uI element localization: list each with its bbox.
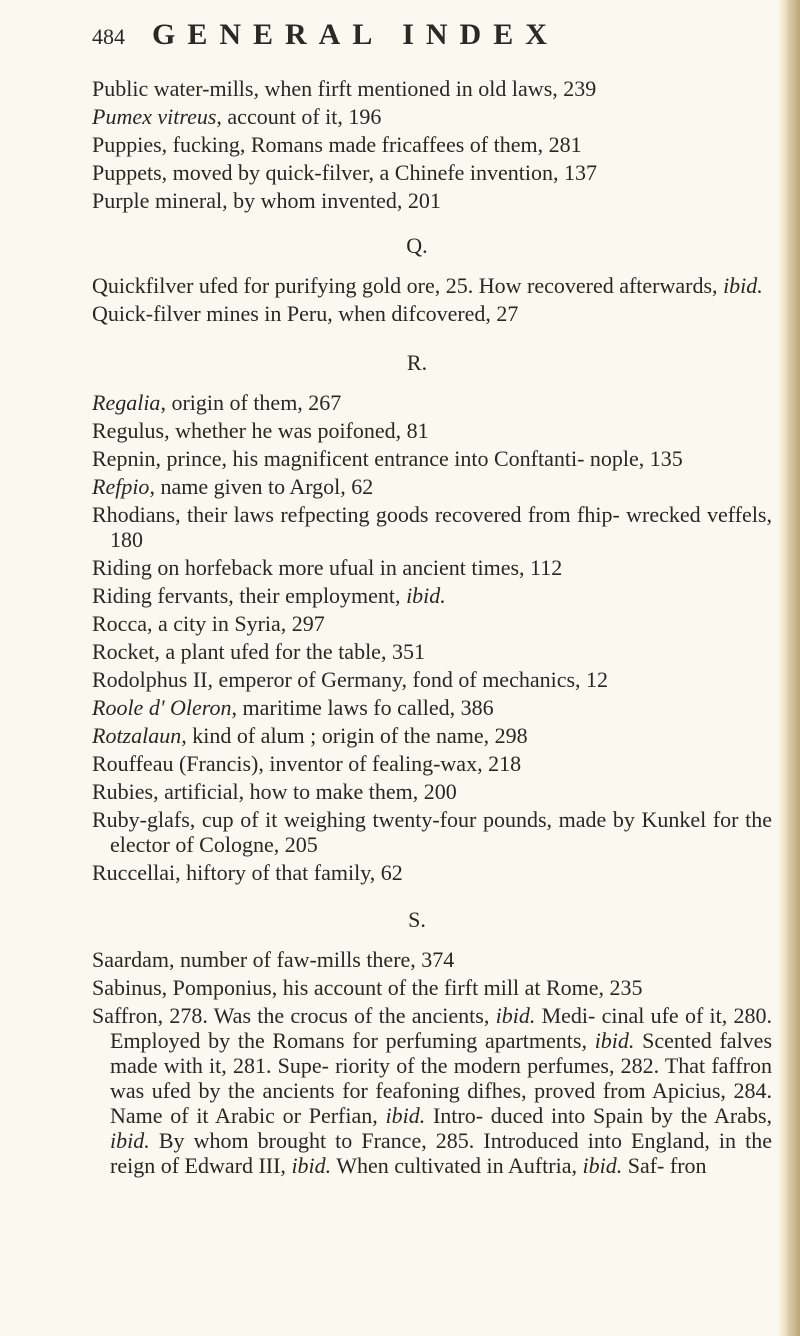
index-entry: Puppets, moved by quick-filver, a Chinefe invention, 137 xyxy=(92,160,598,185)
page-edge xyxy=(778,0,800,1336)
index-entry: Rotzalaun, kind of alum ; origin of the name, 298 xyxy=(92,723,528,748)
section-r xyxy=(92,390,772,885)
index-entry: Riding on horfeback more ufual in ancient times, 112 xyxy=(92,555,563,580)
page-number: 484 xyxy=(92,24,125,49)
index-entry: Repnin, prince, his magnificent entrance into Conftanti- nople, 135 xyxy=(92,446,683,471)
index-entry: Regalia, origin of them, 267 xyxy=(92,390,342,415)
index-entry: Rocket, a plant ufed for the table, 351 xyxy=(92,639,425,664)
index-entry: Regulus, whether he was poifoned, 81 xyxy=(92,418,429,443)
section-letter-s: S. xyxy=(408,907,426,932)
section-q xyxy=(92,273,772,326)
index-entry: Rhodians, their laws refpecting goods recovered from fhip- wrecked veffels, 180 xyxy=(92,502,772,552)
index-entry: Quick-filver mines in Peru, when difcovered, 27 xyxy=(92,301,519,326)
index-entry: Ruby-glafs, cup of it weighing twenty-four pounds, made by Kunkel for the elector of Cologne, 205 xyxy=(92,807,772,857)
index-entry: Roole d' Oleron, maritime laws fo called, 386 xyxy=(92,695,494,720)
section-letter-q: Q. xyxy=(406,233,428,258)
index-entry: Public water-mills, when firft mentioned in old laws, 239 xyxy=(92,76,597,101)
page-header xyxy=(92,18,772,76)
index-entry: Rubies, artificial, how to make them, 200 xyxy=(92,779,457,804)
index-entry: Sabinus, Pomponius, his account of the firft mill at Rome, 235 xyxy=(92,975,643,1000)
index-entry: Rocca, a city in Syria, 297 xyxy=(92,611,325,636)
index-entry: Ruccellai, hiftory of that family, 62 xyxy=(92,860,403,885)
index-page xyxy=(92,18,772,1181)
running-title: GENERAL INDEX xyxy=(152,18,559,51)
index-entry: Refpio, name given to Argol, 62 xyxy=(92,474,374,499)
index-entry: Pumex vitreus, account of it, 196 xyxy=(92,104,382,129)
index-entry: Quickfilver ufed for purifying gold ore, 25. How recovered afterwards, ibid. xyxy=(92,273,763,298)
index-entry: Purple mineral, by whom invented, 201 xyxy=(92,188,441,213)
index-entry: Puppies, fucking, Romans made fricaffees of them, 281 xyxy=(92,132,582,157)
index-entry: Saardam, number of faw-mills there, 374 xyxy=(92,947,455,972)
section-p-continued xyxy=(92,76,772,213)
section-letter-r: R. xyxy=(406,350,428,375)
index-entry: Rodolphus II, emperor of Germany, fond of mechanics, 12 xyxy=(92,667,609,692)
index-entry: Riding fervants, their employment, ibid. xyxy=(92,583,446,608)
section-s xyxy=(92,947,772,1178)
index-entry: Rouffeau (Francis), inventor of fealing-wax, 218 xyxy=(92,751,522,776)
index-entry-saffron: Saffron, 278. Was the crocus of the ancients, ibid. Medi- cinal ufe of it, 280. Employed by the Romans for perfuming apartments, ibid. Scented falves made with it, 281. Supe- riority of the modern perfumes, 282. That faffron was ufed by the ancients for feafoning difhes, proved from Apicius, 284. Name of it Arabic or Perfian, ibid. Intro- duced into Spain by the Arabs, ibid. By whom brought to France, 285. Introduced into England, in the reign of Edward III, ibid. When cultivated in Auftria, ibid. Saf- fron xyxy=(92,1003,773,1178)
